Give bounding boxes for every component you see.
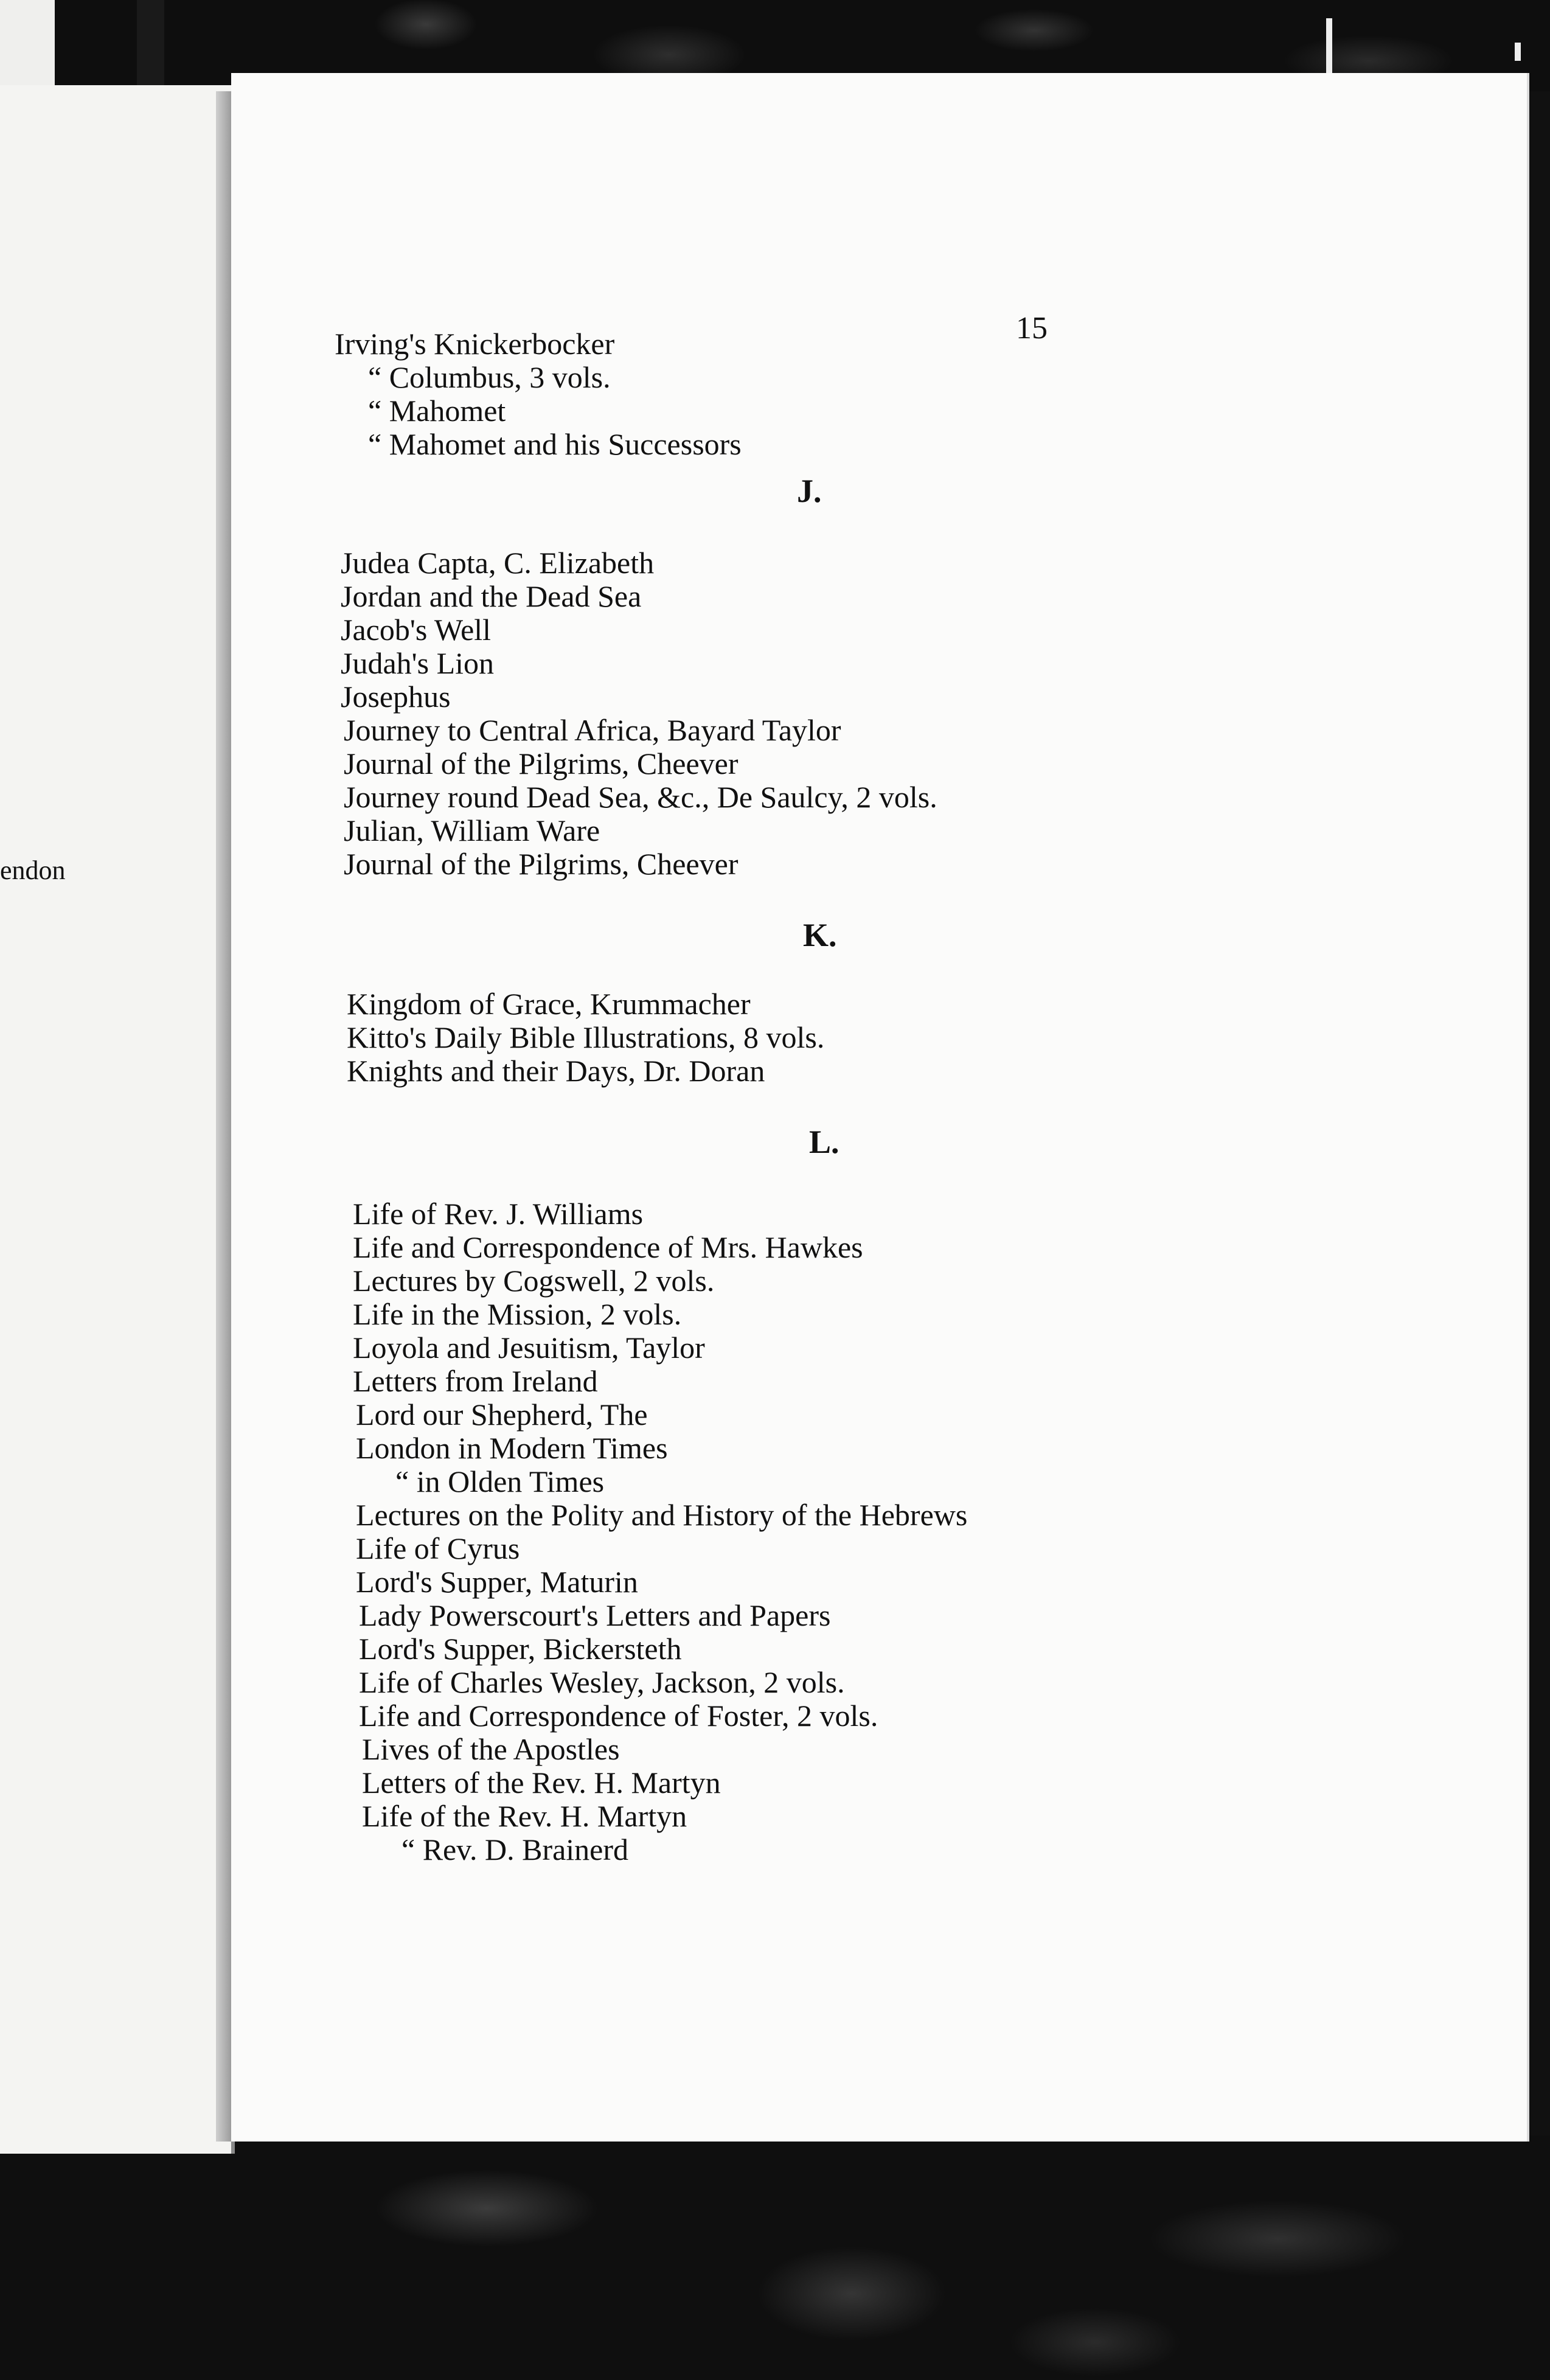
catalog-entry: Life and Correspondence of Mrs. Hawkes — [353, 1230, 863, 1264]
left-page-binding-bar — [137, 0, 164, 85]
section-letter-heading: L. — [809, 1124, 839, 1160]
catalog-entry: Lord's Supper, Maturin — [356, 1565, 638, 1599]
catalog-entry: Julian, William Ware — [344, 813, 600, 847]
section-letter-heading: K. — [803, 917, 837, 953]
catalog-entry: Lord our Shepherd, The — [356, 1397, 648, 1432]
catalog-entry: Life in the Mission, 2 vols. — [353, 1297, 682, 1331]
catalog-page — [231, 73, 1527, 2142]
catalog-entry: Loyola and Jesuitism, Taylor — [353, 1331, 705, 1365]
scan-mark-dot — [1515, 43, 1521, 61]
catalog-entry: Journal of the Pilgrims, Cheever — [344, 746, 739, 781]
catalog-entry: Irving's Knickerbocker — [335, 327, 615, 361]
catalog-entry: Kingdom of Grace, Krummacher — [347, 987, 751, 1021]
catalog-entry: Life of Cyrus — [356, 1531, 520, 1565]
catalog-entry: Journey to Central Africa, Bayard Taylor — [344, 713, 841, 747]
catalog-entry: Josephus — [341, 680, 451, 714]
scan-mark — [1326, 18, 1332, 73]
left-facing-page — [0, 85, 235, 2154]
catalog-entry: Lord's Supper, Bickersteth — [359, 1632, 682, 1666]
catalog-entry: Letters of the Rev. H. Martyn — [362, 1766, 721, 1800]
catalog-entry: Judah's Lion — [341, 646, 495, 680]
catalog-entry: Life of Rev. J. Williams — [353, 1197, 644, 1231]
catalog-entry: Judea Capta, C. Elizabeth — [341, 546, 655, 580]
section-letter-heading: J. — [797, 473, 822, 509]
catalog-entry: Journey round Dead Sea, &c., De Saulcy, 2 vols. — [344, 780, 937, 814]
catalog-entry: “ Columbus, 3 vols. — [368, 360, 611, 394]
left-page-text-fragment: endon — [0, 855, 66, 885]
page-gutter — [216, 91, 232, 2142]
catalog-entry: Jacob's Well — [341, 613, 492, 647]
catalog-entry: Knights and their Days, Dr. Doran — [347, 1054, 765, 1088]
catalog-entry: Letters from Ireland — [353, 1364, 598, 1398]
catalog-entry: “ Rev. D. Brainerd — [401, 1832, 629, 1867]
catalog-entry: Lectures by Cogswell, 2 vols. — [353, 1264, 715, 1298]
catalog-entry: Journal of the Pilgrims, Cheever — [344, 847, 739, 881]
background-bottom — [0, 2135, 1550, 2380]
catalog-entry: Lives of the Apostles — [362, 1732, 620, 1766]
catalog-entry: “ Mahomet and his Successors — [368, 427, 742, 461]
catalog-entry: Life of the Rev. H. Martyn — [362, 1799, 687, 1833]
catalog-entry: Jordan and the Dead Sea — [341, 579, 642, 613]
catalog-entry: Life of Charles Wesley, Jackson, 2 vols. — [359, 1665, 845, 1699]
catalog-entry: Lectures on the Polity and History of the Hebrews — [356, 1498, 968, 1532]
catalog-entry: London in Modern Times — [356, 1431, 668, 1465]
catalog-entry: “ Mahomet — [368, 394, 506, 428]
catalog-entry: “ in Olden Times — [395, 1464, 605, 1498]
left-page-top-strip — [0, 0, 55, 85]
catalog-entry: Life and Correspondence of Foster, 2 vols. — [359, 1699, 878, 1733]
catalog-entry: Kitto's Daily Bible Illustrations, 8 vols. — [347, 1020, 825, 1054]
page-number: 15 — [1016, 311, 1048, 346]
catalog-entry: Lady Powerscourt's Letters and Papers — [359, 1598, 831, 1632]
